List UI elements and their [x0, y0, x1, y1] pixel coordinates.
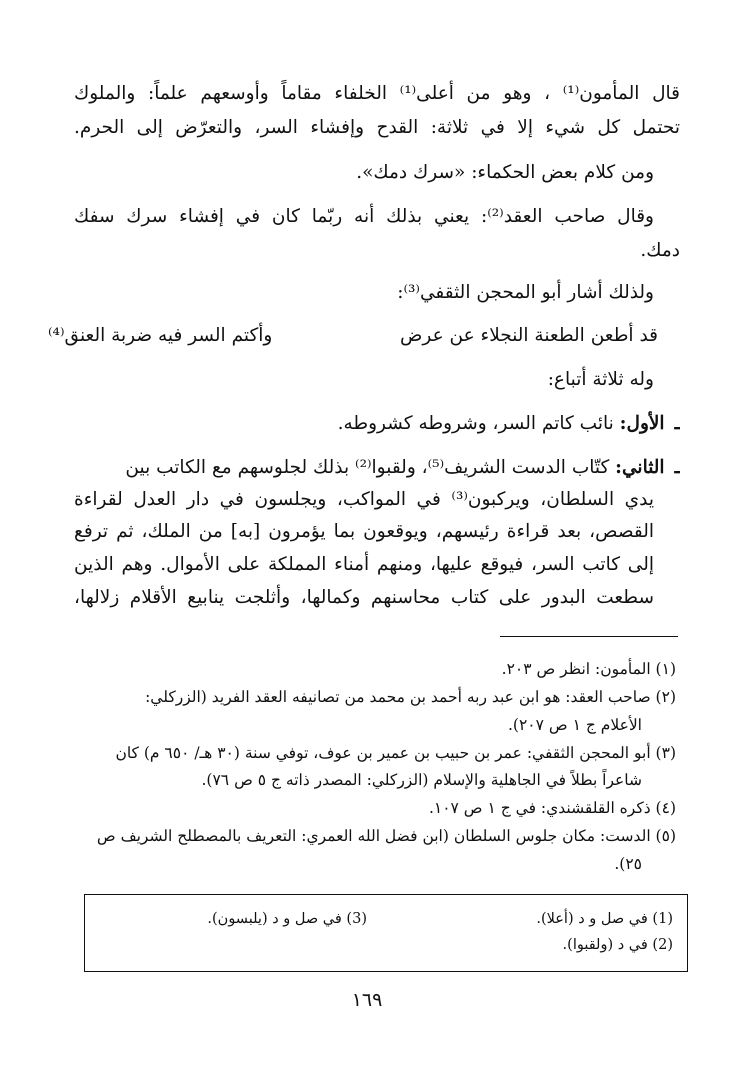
footnote-2: (٢) صاحب العقد: هو ابن عبد ربه أحمد بن محمد من تصانيفه العقد الفريد (الزركلي:	[145, 688, 676, 706]
footnote-4: (٤) ذكره القلقشندي: في ج ١ ص ١٠٧.	[428, 799, 676, 817]
second-text-line-4: إلى كاتب السر، فيوقع عليها، ومنهم أمناء المملكة على الأموال. وهم الذين	[74, 554, 654, 575]
second-text-line-5: سطعت البدور على كتاب محاسنهم وكمالها، وأثلجت ينابيع الأقلام زلالها،	[74, 587, 654, 608]
footnote-5: (٥) الدست: مكان جلوس السلطان (ابن فضل الله العمري: التعريف بالمصطلح الشريف ص	[96, 827, 676, 845]
verse-first-hemistich: قد أطعن الطعنة النجلاء عن عرض	[400, 325, 658, 346]
body-line-4: وقال صاحب العقد⁽²⁾: يعني بذلك أنه ربّما كان في إفشاء سرك سفك	[74, 206, 654, 227]
body-line-5: دمك.	[640, 240, 680, 261]
footnote-3-continued: شاعراً بطلاً في الجاهلية والإسلام (الزركلي: المصدر ذاته ج ٥ ص ٧٦).	[201, 771, 642, 789]
first-follower-item	[74, 409, 680, 439]
body-line-1: قال المأمون⁽¹⁾ ، وهو من أعلى⁽¹⁾ الخلفاء مقاماً وأوسعهم علماً: والملوك	[74, 83, 680, 104]
footnote-separator	[500, 636, 678, 637]
footnote-2-continued: الأعلام ج ١ ص ٢٠٧).	[508, 716, 642, 734]
body-line-2: تحتمل كل شيء إلا في ثلاثة: القدح وإفشاء السر، والتعرّض إلى الحرم.	[74, 117, 680, 138]
second-label: الثاني:	[615, 457, 665, 478]
second-text-line-3: القصص، بعد قراءة رئيسهم، ويوقعون بما يؤمرون [به] من الملك، ثم ترفع	[74, 521, 654, 542]
poetry-verse	[48, 321, 658, 353]
footnote-5-continued: ٢٥).	[614, 855, 642, 873]
dash-bullet: ـ	[674, 457, 680, 478]
variant-note-2: (2) في د (ولقبوا).	[562, 937, 673, 953]
page-number: ١٦٩	[351, 989, 383, 1011]
verse-second-hemistich: وأكتم السر فيه ضربة العنق⁽⁴⁾	[48, 325, 273, 346]
variant-note-3: (3) في صل و د (يلبسون).	[207, 911, 367, 927]
variant-note-1: (1) في صل و د (أعلا).	[536, 911, 673, 927]
footnote-3: (٣) أبو المحجن الثقفي: عمر بن حبيب بن عمير بن عوف، توفي سنة (٣٠ هـ/ ٦٥٠ م) كان	[115, 744, 676, 762]
body-line-6: ولذلك أشار أبو المحجن الثقفي⁽³⁾:	[397, 282, 654, 303]
manuscript-variants-box	[84, 894, 688, 972]
footnote-1: (١) المأمون: انظر ص ٢٠٣.	[501, 660, 676, 678]
first-text: نائب كاتم السر، وشروطه كشروطه.	[337, 413, 614, 434]
body-line-8: وله ثلاثة أتباع:	[547, 369, 654, 390]
dash-bullet: ـ	[674, 413, 680, 434]
body-line-3: ومن كلام بعض الحكماء: «سرك دمك».	[356, 162, 654, 183]
second-text-line-1: كتّاب الدست الشريف⁽⁵⁾، ولقبوا⁽²⁾ بذلك لجلوسهم مع الكاتب بين	[125, 457, 610, 478]
second-text-line-2: يدي السلطان، ويركبون⁽³⁾ في المواكب، ويجلسون في دار العدل لقراءة	[74, 489, 654, 510]
second-follower-item	[74, 453, 680, 483]
first-label: الأول:	[619, 413, 665, 434]
